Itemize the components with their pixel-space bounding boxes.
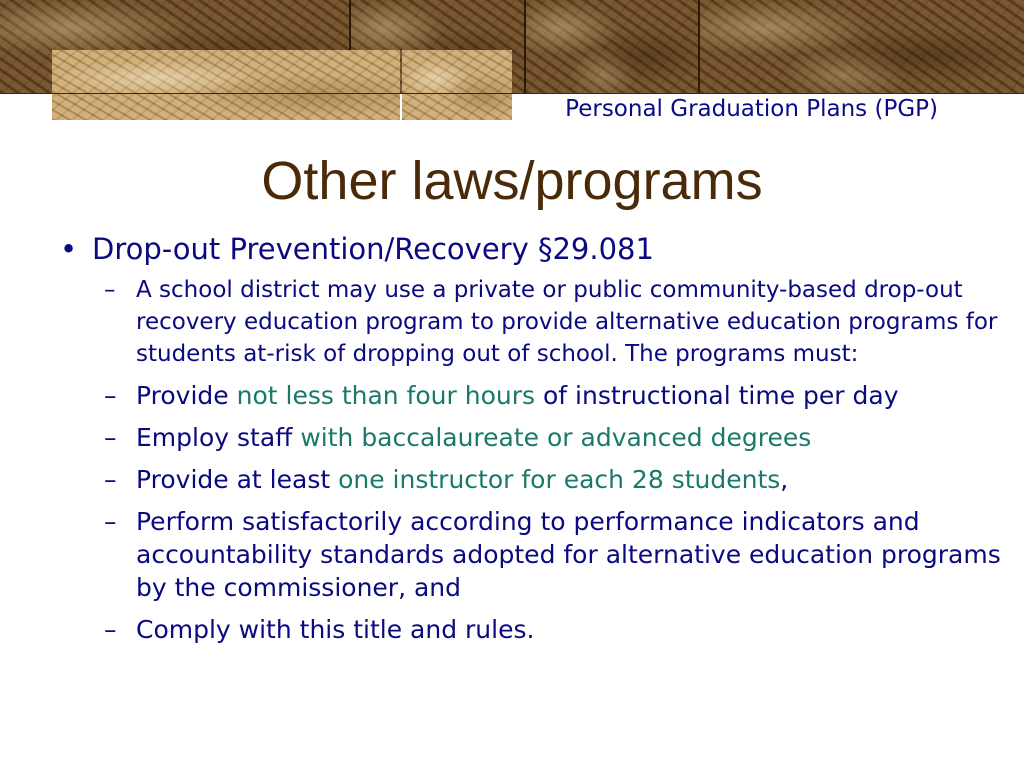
bullet-text: Drop-out Prevention/Recovery §29.081 — [92, 232, 654, 266]
paper-texture-tile — [52, 50, 400, 120]
sub-bullet-text: Employ staff — [136, 423, 301, 452]
dash-icon: – — [104, 615, 117, 644]
dash-icon: – — [104, 465, 117, 494]
dash-icon: – — [104, 507, 117, 536]
sub-bullet-text: of instructional time per day — [535, 381, 899, 410]
highlight-text: with baccalaureate or advanced degrees — [300, 423, 812, 452]
header-texture-tile — [700, 0, 1024, 93]
sub-bullet-text: Comply with this title and rules. — [136, 615, 535, 644]
header-divider — [0, 93, 1024, 94]
sub-bullet-item — [60, 421, 1010, 454]
bullet-item — [60, 230, 1010, 268]
sub-bullet-item — [60, 613, 1010, 646]
sub-bullet-text: , — [780, 465, 789, 494]
slide-subtitle: Personal Graduation Plans (PGP) — [565, 96, 938, 122]
sub-bullet-text: Provide — [136, 381, 237, 410]
slide-body — [60, 230, 1010, 655]
sub-bullet-text: Provide at least — [136, 465, 339, 494]
sub-bullet-item — [60, 505, 1010, 604]
highlight-text: one instructor for each 28 students — [338, 465, 781, 494]
dash-icon: – — [104, 423, 117, 452]
highlight-text: not less than four hours — [236, 381, 536, 410]
dash-icon: – — [104, 277, 116, 303]
paper-texture-tile — [402, 50, 512, 120]
bullet-icon: • — [60, 232, 78, 266]
sub-bullet-item — [60, 463, 1010, 496]
header-texture-tile — [526, 0, 698, 93]
sub-bullet-item — [60, 274, 1010, 370]
sub-bullet-text: A school district may use a private or public community-based drop-out recovery education program to provide alternative education programs for students at-risk of dropping out of school. The programs must: — [136, 277, 998, 367]
dash-icon: – — [104, 381, 117, 410]
sub-bullet-text: Perform satisfactorily according to performance indicators and accountability standards adopted for alternative education programs by the commissioner, and — [136, 507, 1001, 602]
sub-bullet-item — [60, 379, 1010, 412]
slide-title: Other laws/programs — [261, 151, 763, 211]
